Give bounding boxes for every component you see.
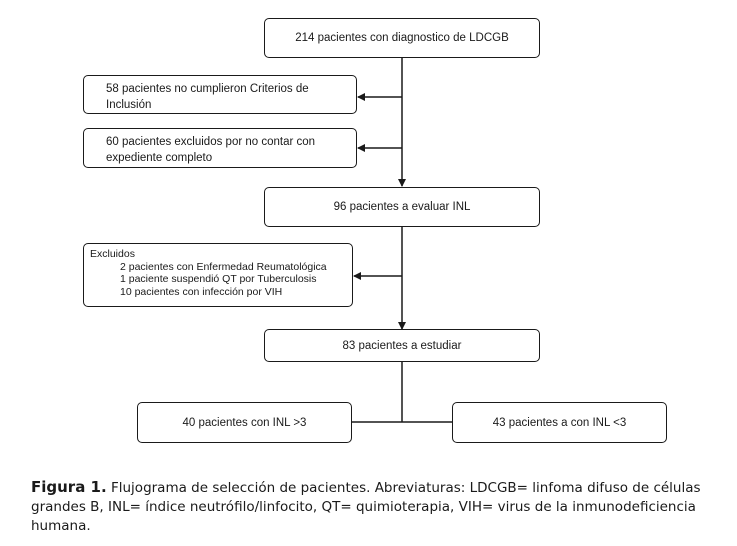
box-excluded-list: [83, 243, 353, 307]
box-evaluate-inl: 96 pacientes a evaluar INL: [264, 187, 540, 227]
box-inl-high: 40 pacientes con INL >3: [137, 402, 352, 443]
figure-caption: [31, 478, 721, 536]
caption-label: Figura 1.: [31, 478, 107, 496]
box-study-patients: 83 pacientes a estudiar: [264, 329, 540, 362]
excluded-item: 2 pacientes con Enfermedad Reumatológica: [120, 260, 327, 273]
caption-text: Flujograma de selección de pacientes. Abreviaturas: LDCGB= linfoma difuso de células grandes B, INL= índice neutrófilo/linfocito, QT= quimioterapia, VIH= virus de la inmunodeficiencia humana.: [31, 480, 701, 534]
excluded-item: 10 pacientes con infección por VIH: [120, 285, 283, 298]
box-excluded-no-record: 60 pacientes excluidos por no contar con expediente completo: [83, 128, 357, 168]
box-total-patients: 214 pacientes con diagnostico de LDCGB: [264, 18, 540, 58]
excluded-title: Excluidos: [90, 248, 135, 260]
excluded-item: 1 paciente suspendió QT por Tuberculosis: [120, 273, 317, 285]
box-not-meeting-criteria: 58 pacientes no cumplieron Criterios de Inclusión: [83, 75, 357, 114]
box-inl-low: 43 pacientes a con INL <3: [452, 402, 667, 443]
